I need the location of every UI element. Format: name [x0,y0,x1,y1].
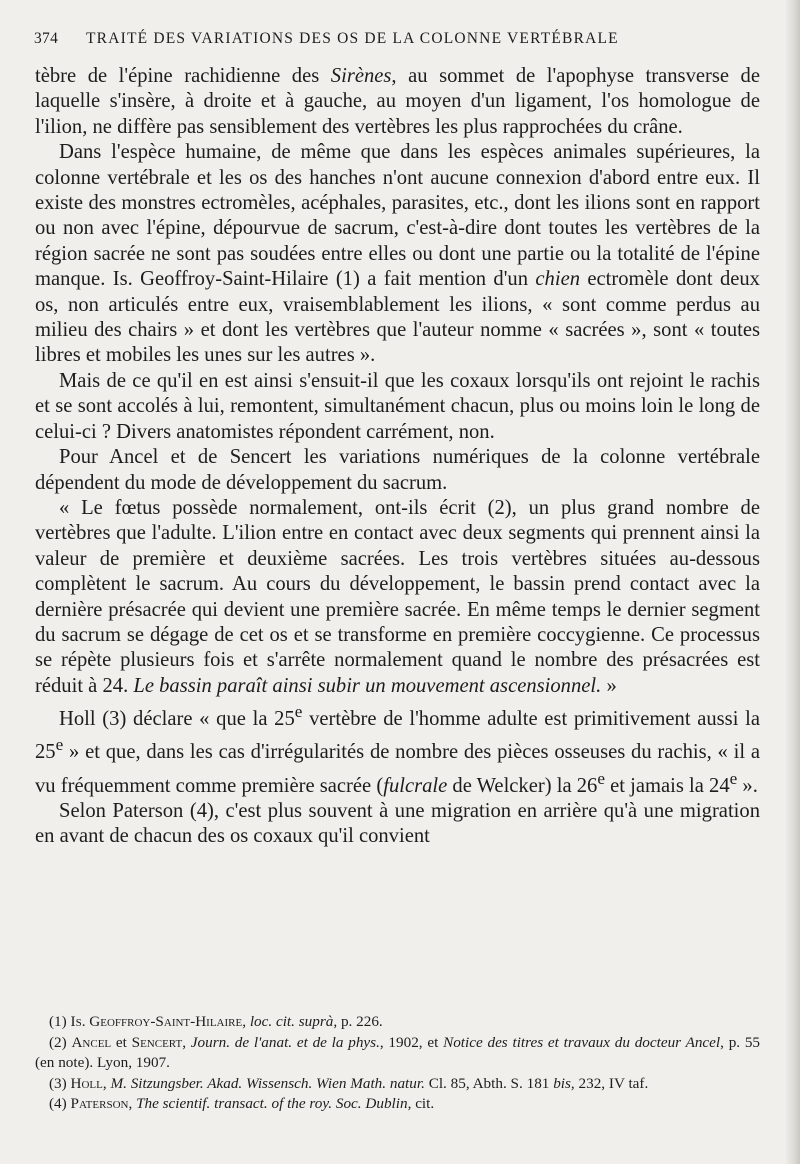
page-edge-shadow [786,0,800,1164]
paragraph-5-quote: « Le fœtus possède normalement, ont-ils écrit (2), un plus grand nombre de vertèbres que l'adulte. L'ilion entre en contact avec deux segments qui prennent ainsi la valeur de première et deuxième sacrées. Les trois vertèbres situées au-dessous complètent le sacrum. Au cours du développement, le bassin prend contact avec la dernière présacrée qui devient une première sacrée. En même temps le dernier segment du sacrum se dégage de cet os et se transforme en première coccygienne. Ce processus se répète plusieurs fois et s'arrête normalement quand le nombre des présacrées est réduit à 24. Le bassin paraît ainsi subir un mouvement ascensionnel. » [35,496,760,697]
body-text [35,64,760,850]
paragraph-4: Pour Ancel et de Sencert les variations numériques de la colonne vertébrale dépendent du mode de développement du sacrum. [35,446,760,494]
footnote-2: (2) Ancel et Sencert, Journ. de l'anat. et de la phys., 1902, et Notice des titres et travaux du docteur Ancel, p. 55 (en note). Lyon, 1907. [35,1033,761,1072]
paragraph-1: tèbre de l'épine rachidienne des Sirènes, au sommet de l'apophyse transverse de laquelle s'insère, à droite et à gauche, au moyen d'un ligament, l'os homologue de l'ilion, ne diffère pas sensiblement des vertèbres les plus rapprochées du crâne. [35,65,760,138]
footnote-4: (4) Paterson, The scientif. transact. of the roy. Soc. Dublin, cit. [49,1095,435,1113]
paragraph-3: Mais de ce qu'il en est ainsi s'ensuit-il que les coxaux lorsqu'ils ont rejoint le rachis et se sont accolés à lui, remontent, simultanément chacun, plus ou moins loin le long de celui-ci ? Divers anatomistes répondent carrément, non. [35,369,760,443]
emphasis-fulcrale: fulcrale [383,774,448,797]
page-number: 374 [34,30,59,47]
emphasis-sirenes: Sirènes [330,65,392,87]
paragraph-7: Selon Paterson (4), c'est plus souvent à une migration en arrière qu'à une migration en avant de chacun des os coxaux qu'il convient [35,799,760,848]
footnotes [35,1012,760,1115]
footnote-1: (1) Is. Geoffroy-Saint-Hilaire, loc. cit. suprà, p. 226. [49,1013,383,1030]
running-title: TRAITÉ DES VARIATIONS DES OS DE LA COLONNE VERTÉBRALE [86,30,619,47]
running-header [34,30,754,48]
footnote-3: (3) Holl, M. Sitzungsber. Akad. Wissensch. Wien Math. natur. Cl. 85, Abth. S. 181 bis, 232, IV taf. [49,1074,649,1092]
emphasis-bassin: Le bassin paraît ainsi subir un mouvement ascensionnel. [133,674,602,697]
emphasis-chien: chien [535,268,581,291]
paragraph-6: Holl (3) déclare « que la 25e vertèbre de l'homme adulte est primitivement aussi la 25e » et que, dans les cas d'irrégularités de nombre des pièces osseuses du rachis, « il a vu fréquemment comme première sacrée (fulcrale de Welcker) la 26e et jamais la 24e ». [35,702,760,797]
paragraph-2: Dans l'espèce humaine, de même que dans les espèces animales supérieures, la colonne vertébrale et les os des hanches n'ont aucune connexion d'abord entre eux. Il existe des monstres ectromèles, acéphales, parasites, etc., dont les ilions sont en rapport ou non avec l'épine, dépourvue de sacrum, c'est-à-dire dont toutes les vertèbres de la région sacrée ne sont pas soudées entre elles ou dont une partie ou la totalité de l'épine manque. Is. Geoffroy-Saint-Hilaire (1) a fait mention d'un chien ectromèle dont deux os, non articulés entre eux, vraisemblablement les ilions, « sont comme perdus au milieu des chairs » et dont les vertèbres que l'auteur nomme « sacrées », sont « toutes libres et mobiles les unes sur les autres ». [35,141,760,367]
